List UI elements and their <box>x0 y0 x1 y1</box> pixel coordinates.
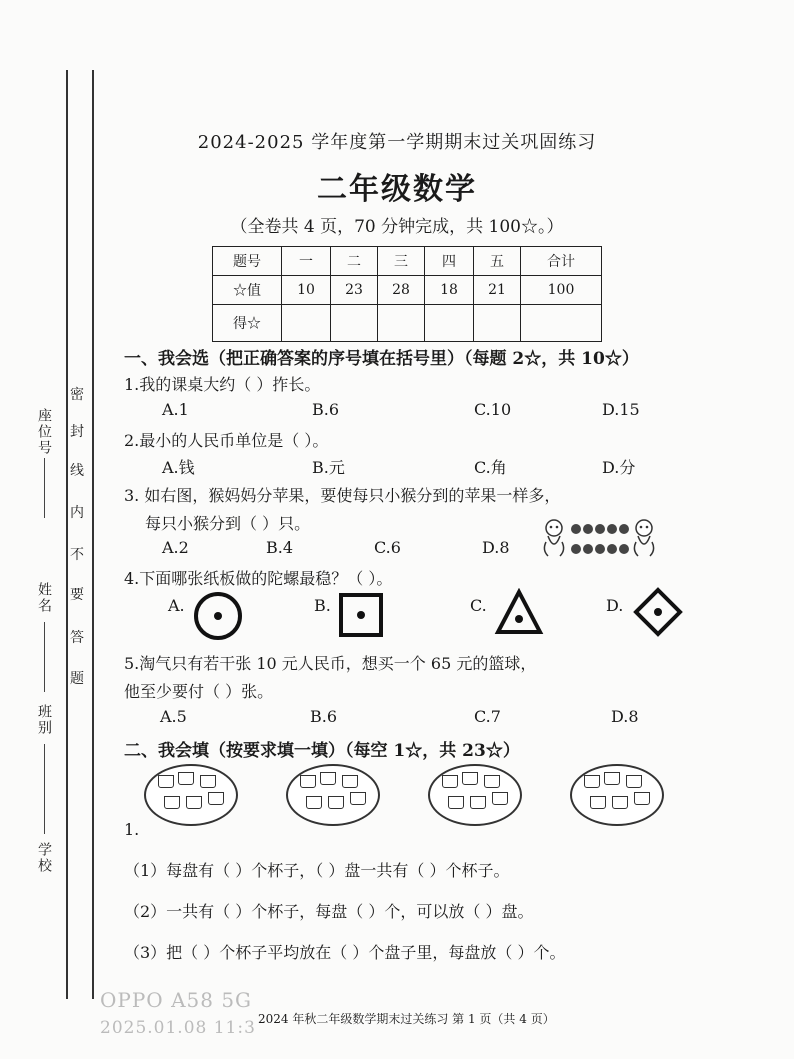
section-2-title: 二、我会填（按要求填一填）（每空 1☆，共 23☆） <box>124 741 520 761</box>
column-header: 五 <box>474 247 521 276</box>
score-input-cell[interactable] <box>282 305 331 342</box>
score-input-cell[interactable] <box>474 305 521 342</box>
option-c[interactable]: C.角 <box>474 458 507 477</box>
score-input-cell[interactable] <box>378 305 425 342</box>
option-c[interactable]: C.7 <box>474 707 501 726</box>
option-c[interactable]: C.10 <box>474 400 512 419</box>
cup-icon <box>442 775 458 788</box>
option-b[interactable]: B.6 <box>310 707 338 726</box>
plate-icon <box>144 764 238 826</box>
table-cell: 18 <box>425 276 474 305</box>
option-c[interactable]: C. <box>470 596 487 615</box>
cup-icon <box>590 796 606 809</box>
name-blank[interactable] <box>44 622 45 692</box>
cup-icon <box>584 775 600 788</box>
option-b[interactable]: B.4 <box>266 538 294 557</box>
option-c[interactable]: C.6 <box>374 538 401 557</box>
table-cell: 28 <box>378 276 425 305</box>
cup-icon <box>342 775 358 788</box>
seal-char: 封 <box>70 424 84 440</box>
seal-char: 密 <box>70 387 84 403</box>
cup-icon <box>626 775 642 788</box>
cup-icon <box>350 792 366 805</box>
cup-icon <box>306 796 322 809</box>
table-row <box>213 276 602 305</box>
question-3-line-2: 每只小猴分到（ ）只。 <box>145 514 311 533</box>
exam-title: 2024-2025 学年度第一学期期末过关巩固练习 <box>197 132 597 153</box>
table-row <box>213 247 602 276</box>
score-input-cell[interactable] <box>425 305 474 342</box>
name-label: 姓名 <box>36 582 52 614</box>
cup-icon <box>604 772 620 785</box>
page-title: 二年级数学 <box>317 172 477 207</box>
seal-char: 不 <box>70 547 84 563</box>
table-cell: 21 <box>474 276 521 305</box>
cup-icon <box>164 796 180 809</box>
seat-blank[interactable] <box>44 458 45 518</box>
cup-icon <box>470 796 486 809</box>
column-header: 合计 <box>521 247 602 276</box>
fill-question-3: （3）把（ ）个杯子平均放在（ ）个盘子里，每盘放（ ）个。 <box>124 943 566 962</box>
option-d[interactable]: D.8 <box>482 538 510 557</box>
seal-char: 线 <box>70 463 84 479</box>
page-footer: 2024 年秋二年级数学期末过关练习 第 1 页（共 4 页） <box>258 1012 555 1026</box>
question-label: 1. <box>124 820 140 839</box>
table-row <box>213 305 602 342</box>
monkey-icon <box>544 520 563 556</box>
seal-char: 内 <box>70 505 84 521</box>
option-a[interactable]: A. <box>168 596 185 615</box>
option-a[interactable]: A.2 <box>162 538 189 557</box>
cup-icon <box>178 772 194 785</box>
cup-icon <box>492 792 508 805</box>
column-header: 四 <box>425 247 474 276</box>
table-cell: 10 <box>282 276 331 305</box>
option-a[interactable]: A.1 <box>162 400 189 419</box>
seat-number-label: 座位号 <box>36 408 52 456</box>
question-5-line-2: 他至少要付（ ）张。 <box>124 682 274 701</box>
cup-icon <box>328 796 344 809</box>
table-cell: 100 <box>521 276 602 305</box>
apples-icon <box>571 524 629 554</box>
monkey-icon <box>634 520 653 556</box>
device-watermark: OPPO A58 5G <box>100 988 253 1012</box>
cup-icon <box>612 796 628 809</box>
section-1-title: 一、我会选（把正确答案的序号填在括号里）（每题 2☆，共 10☆） <box>124 349 639 369</box>
cup-icon <box>186 796 202 809</box>
row-label: 题号 <box>213 247 282 276</box>
option-b[interactable]: B. <box>314 596 331 615</box>
column-header: 一 <box>282 247 331 276</box>
cup-icon <box>448 796 464 809</box>
question-1: 1.我的课桌大约（ ）拃长。 <box>124 375 321 394</box>
cup-icon <box>634 792 650 805</box>
monkeys-apples-illustration <box>540 516 660 560</box>
cup-icon <box>158 775 174 788</box>
option-d[interactable]: D.分 <box>602 458 636 477</box>
column-header: 三 <box>378 247 425 276</box>
margin-line-right <box>92 70 94 999</box>
triangle-spinner-icon <box>494 588 544 636</box>
cup-icon <box>208 792 224 805</box>
circle-spinner-icon <box>192 590 244 642</box>
cup-icon <box>462 772 478 785</box>
fill-question-1: （1）每盘有（ ）个杯子，（ ）盘一共有（ ）个杯子。 <box>124 861 510 880</box>
option-b[interactable]: B.元 <box>312 458 345 477</box>
fill-question-2: （2）一共有（ ）个杯子，每盘（ ）个，可以放（ ）盘。 <box>124 902 534 921</box>
question-4: 4.下面哪张纸板做的陀螺最稳？（ ）。 <box>124 569 393 588</box>
diamond-spinner-icon <box>632 586 684 638</box>
score-table <box>212 246 602 342</box>
exam-note: （全卷共 4 页，70 分钟完成，共 100☆。） <box>230 217 564 237</box>
school-label: 学校 <box>36 842 52 874</box>
seal-char: 要 <box>70 587 84 603</box>
row-label: ☆值 <box>213 276 282 305</box>
plate-icon <box>286 764 380 826</box>
plate-icon <box>570 764 664 826</box>
margin-line-left <box>66 70 68 999</box>
score-input-cell[interactable] <box>521 305 602 342</box>
plate-icon <box>428 764 522 826</box>
column-header: 二 <box>331 247 378 276</box>
timestamp-watermark: 2025.01.08 11:3 <box>100 1018 256 1038</box>
option-b[interactable]: B.6 <box>312 400 340 419</box>
table-cell: 23 <box>331 276 378 305</box>
seal-char: 答 <box>70 630 84 646</box>
option-d[interactable]: D.15 <box>602 400 640 419</box>
question-3: 3. 如右图，猴妈妈分苹果，要使每只小猴分到的苹果一样多， <box>124 486 561 505</box>
class-label: 班别 <box>36 704 52 736</box>
option-a[interactable]: A.5 <box>160 707 187 726</box>
cup-icon <box>320 772 336 785</box>
cup-icon <box>200 775 216 788</box>
option-a[interactable]: A.钱 <box>162 458 195 477</box>
square-spinner-icon <box>338 592 384 638</box>
cup-icon <box>484 775 500 788</box>
class-blank[interactable] <box>44 744 45 834</box>
cup-icon <box>300 775 316 788</box>
option-d[interactable]: D. <box>606 596 624 615</box>
score-input-cell[interactable] <box>331 305 378 342</box>
question-2: 2.最小的人民币单位是（ ）。 <box>124 431 329 450</box>
row-label: 得☆ <box>213 305 282 342</box>
seal-char: 题 <box>70 671 84 687</box>
option-d[interactable]: D.8 <box>611 707 639 726</box>
question-5: 5.淘气只有若干张 10 元人民币，想买一个 65 元的篮球， <box>124 654 537 673</box>
